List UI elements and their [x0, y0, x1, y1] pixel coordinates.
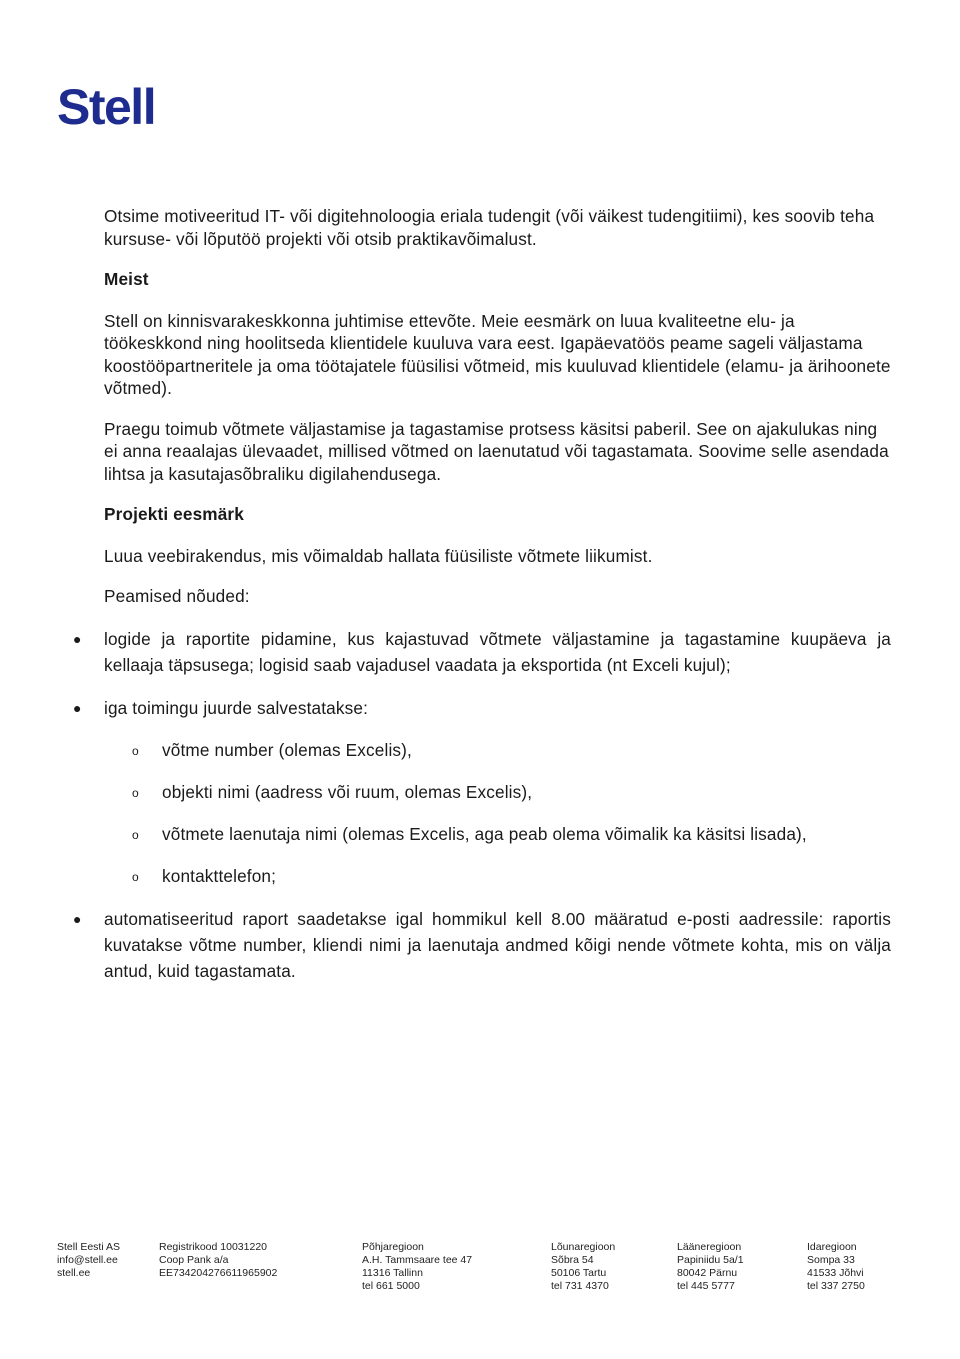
sub-list-item [132, 863, 891, 889]
goal-paragraph-1: Luua veebirakendus, mis võimaldab hallata füüsiliste võtmete liikumist. [104, 545, 653, 566]
footer-line: Idaregioon [807, 1241, 857, 1253]
circle-bullet-icon: o [132, 869, 139, 884]
sub-list-item [132, 737, 891, 763]
requirements-label: Peamised nõuded: [104, 586, 250, 606]
requirements-list [73, 626, 891, 984]
footer-line: tel 661 5000 [362, 1280, 420, 1292]
list-item [73, 695, 891, 889]
goal-heading: Projekti eesmärk [104, 504, 244, 524]
footer-line: 80042 Pärnu [677, 1267, 738, 1279]
footer-line: A.H. Tammsaare tee 47 [362, 1254, 473, 1266]
intro-paragraph: Otsime motiveeritud IT- või digitehnoloogia eriala tudengit (või väikest tudengitiimi), kes soovib teha kursuse- või lõputöö projekti või otsib praktikavõimalust. [104, 206, 875, 249]
footer-line: tel 337 2750 [807, 1280, 865, 1292]
footer-line: Papiniidu 5a/1 [677, 1254, 744, 1266]
footer-website[interactable]: stell.ee [57, 1267, 91, 1279]
sub-item-text: võtmete laenutaja nimi (olemas Excelis, aga peab olema võimalik ka käsitsi lisada), [162, 823, 807, 844]
circle-bullet-icon: o [132, 785, 139, 800]
footer-registry [159, 1241, 277, 1280]
footer-company [57, 1241, 120, 1280]
bullet-icon: ● [73, 699, 82, 716]
stell-logo: Stell [57, 79, 156, 135]
sub-list-item [132, 779, 891, 805]
footer-line: Põhjaregioon [362, 1241, 424, 1253]
footer-line: 11316 Tallinn [362, 1267, 423, 1279]
footer-email[interactable]: info@stell.ee [57, 1254, 118, 1266]
requirement-text: logide ja raportite pidamine, kus kajastuvad võtmete väljastamine ja tagastamine kuupäeva ja kellaaja täpsusega; logisid saab vajadusel vaadata ja eksportida (nt Exceli kujul); [104, 628, 891, 675]
about-paragraph-2: Praegu toimub võtmete väljastamise ja tagastamise protsess käsitsi paberil. See on ajakulukas ning ei anna reaalajas ülevaadet, millised võtmed on laenutatud või tagastamata. Soovime selle asendada lihtsa ja kasutajasõbraliku digilahendusega. [104, 418, 889, 484]
bullet-icon: ● [73, 910, 82, 927]
footer-line: tel 445 5777 [677, 1280, 735, 1292]
footer-region-north [362, 1241, 472, 1293]
footer-line: 50106 Tartu [551, 1267, 607, 1279]
sub-list [104, 737, 891, 889]
footer-line: EE734204276611965902 [159, 1267, 278, 1279]
footer-line: Coop Pank a/a [159, 1254, 229, 1266]
footer-line: Stell Eesti AS [57, 1241, 121, 1253]
sub-item-text: võtme number (olemas Excelis), [162, 739, 412, 760]
footer-line: Lõunaregioon [551, 1241, 616, 1253]
list-item [73, 906, 891, 984]
footer-line: Sõbra 54 [551, 1254, 594, 1266]
footer-region-west [677, 1241, 744, 1293]
sub-list-item [132, 821, 891, 847]
circle-bullet-icon: o [132, 827, 139, 842]
sub-item-text: objekti nimi (aadress või ruum, olemas Excelis), [162, 781, 533, 802]
requirement-text: iga toimingu juurde salvestatakse: [104, 697, 369, 718]
circle-bullet-icon: o [132, 743, 139, 758]
footer-region-south [551, 1241, 615, 1293]
footer-line: tel 731 4370 [551, 1280, 609, 1292]
list-item [73, 626, 891, 678]
requirement-text: automatiseeritud raport saadetakse igal hommikul kell 8.00 määratud e-posti aadressile: raportis kuvatakse võtme number, kliendi nimi ja laenutaja andmed kõigi nende võtmete kohta, mis on välja antud, kuid tagastamata. [104, 908, 891, 981]
footer-line: 41533 Jõhvi [807, 1267, 864, 1279]
bullet-icon: ● [73, 630, 82, 647]
about-heading: Meist [104, 269, 149, 289]
about-paragraph-1: Stell on kinnisvarakeskkonna juhtimise ettevõte. Meie eesmärk on luua kvaliteetne elu- ja töökeskkond ning hoolitseda klientidele kuuluva vara eest. Igapäevatöös peame sageli väljastama koostööpartneritele ja oma töötajatele füüsilisi võtmeid, mis kuuluvad klientidele (elamu- ja ärihoonete võtmed). [104, 310, 891, 398]
footer-region-east [807, 1241, 865, 1293]
sub-item-text: kontakttelefon; [162, 865, 277, 886]
footer-line: Sompa 33 [807, 1254, 855, 1266]
footer-line: Registrikood 10031220 [159, 1241, 267, 1253]
document-body [73, 205, 891, 1001]
footer-line: Lääneregioon [677, 1241, 742, 1253]
